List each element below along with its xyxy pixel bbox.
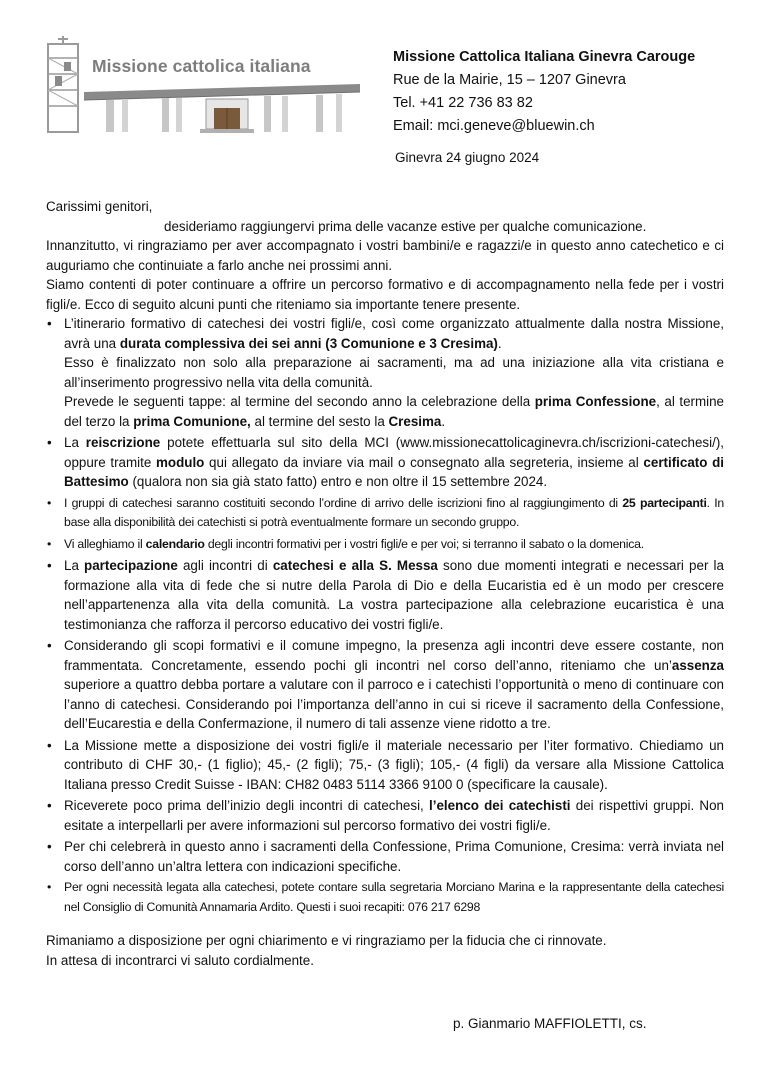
list-item: • L’itinerario formativo di catechesi dei vostri figli/e, così come organizzato attualmente dalla nostra Missione, avrà una durata complessiva dei sei anni (3 Comunione e 3 Cresima). Esso è finalizzato non solo alla preparazione ai sacramenti, ma ad una iniziazione alla vita cristiana e all’inserimento progressivo nella vita della comunità. Prevede le seguenti tappe: al termine del secondo anno la celebrazione della prima Confessione, al termine del terzo la prima Comunione, al termine del sesto la Cresima.: [47, 316, 724, 429]
list-item: • Riceverete poco prima dell’inizio degli incontri di catechesi, l’elenco dei catechisti dei rispettivi gruppi. Non esitate a interpellarli per avere informazioni sul percorso formativo dei vostri figli/e.: [47, 798, 724, 833]
greeting: Carissimi genitori,: [46, 199, 153, 214]
sender-block: [393, 46, 695, 138]
bullet-icon: •: [47, 737, 52, 753]
bullet-icon: •: [47, 558, 52, 573]
church-building-icon: [44, 36, 364, 136]
list-item: • I gruppi di catechesi saranno costituiti secondo l’ordine di arrivo delle iscrizioni fino al raggiungimento di 25 partecipanti. In base alla disponibilità dei catechisti si potrà eventualmente formare un secondo gruppo.: [47, 495, 725, 529]
letter-date: Ginevra 24 giugno 2024: [395, 150, 540, 165]
bullet-icon: •: [47, 638, 52, 653]
list-item: • La Missione mette a disposizione dei vostri figli/e il materiale necessario per l’iter formativo. Chiediamo un contributo di CHF 30,- (1 figlio); 45,- (2 figli); 75,- (3 figli); 105,- (4 figli) da versare alla Missione Cattolica Italiana presso Credit Suisse - IBAN: CH82 0483 5114 3366 9100 0 (specificare la causale).: [47, 737, 724, 792]
bullet-icon: •: [47, 536, 52, 551]
closing-line-2: In attesa di incontrarci vi saluto cordialmente.: [46, 952, 314, 968]
bullet-icon: •: [47, 316, 52, 331]
logo-wordmark: Missione cattolica italiana: [92, 56, 311, 76]
list-item: • Per ogni necessità legata alla catechesi, potete contare sulla segretaria Morciano Marina e la rappresentante della catechesi nel Consiglio di Comunità Annamaria Ardito. Questi i suoi recapiti: 076 217 6298: [47, 880, 724, 914]
sender-phone: Tel. +41 22 736 83 82: [393, 95, 533, 111]
sender-organization: Missione Cattolica Italiana Ginevra Carouge: [393, 49, 696, 65]
intro-line: desideriamo raggiungervi prima delle vacanze estive per qualche comunicazione.: [164, 218, 647, 234]
bullet-icon: •: [47, 839, 52, 854]
list-item: • La reiscrizione potete effettuarla sul sito della MCI (www.missionecattolicaginevra.ch/iscrizioni-catechesi/), oppure tramite modulo qui allegato da inviare via mail o consegnato alla segreteria, insieme al certificato di Battesimo (qualora non sia già stato fatto) entro e non oltre il 15 settembre 2024.: [47, 435, 725, 489]
closing-block: [46, 931, 724, 970]
bullet-icon: •: [47, 798, 52, 813]
list-item: • Considerando gli scopi formativi e il comune impegno, la presenza agli incontri deve essere costante, non frammentata. Concretamente, essendo pochi gli incontri nel corso dell’anno, riteniamo che un’assenza superiore a quattro debba portare a valutare con il parroco e i catechisti l’opportunità o meno di continuare con l’anno di catechesi. Considerando poi l’importanza dell’anno in cui si riceve il sacramento della Confessione, dell’Eucarestia e della Confermazione, il numero di tali assenze viene ridotto a tre.: [47, 638, 724, 731]
sender-address: Rue de la Mairie, 15 – 1207 Ginevra: [393, 72, 626, 88]
bullet-icon: •: [47, 880, 52, 894]
paragraph-thanks: Innanzitutto, vi ringraziamo per aver accompagnato i vostri bambini/e e ragazzi/e in questo anno catechetico e ci auguriamo che continuiate a farlo anche nei prossimi anni.: [46, 238, 724, 273]
mission-logo: [44, 36, 364, 136]
closing-line-1: Rimaniamo a disposizione per ogni chiarimento e vi ringraziamo per la fiducia che ci rinnovate.: [46, 933, 607, 948]
sender-email: Email: mci.geneve@bluewin.ch: [393, 118, 595, 134]
points-list: [46, 314, 724, 917]
signature: p. Gianmario MAFFIOLETTI, cs.: [453, 1016, 647, 1031]
bullet-icon: •: [47, 435, 52, 450]
list-item: • La partecipazione agli incontri di catechesi e alla S. Messa sono due momenti integrati e necessari per la formazione alla vita di fede che si nutre della Parola di Dio e della Eucaristia ed è un modo per crescere nell’appartenenza alla vita della comunità. La vostra partecipazione alla celebrazione eucaristica è una testimonianza che rafforza il percorso educativo dei vostri figli/e.: [47, 558, 724, 632]
list-item: • Vi alleghiamo il calendario degli incontri formativi per i vostri figli/e e per voi; si terranno il sabato o la domenica.: [46, 535, 724, 555]
list-item: • Per chi celebrerà in questo anno i sacramenti della Confessione, Prima Comunione, Cresima: verrà inviata nel corso dell’anno un’altra lettera con indicazioni specifiche.: [47, 839, 724, 874]
letter-body: [46, 197, 724, 970]
paragraph-purpose: Siamo contenti di poter continuare a offrire un percorso formativo e di accompagnamento nella fede per i vostri figli/e. Ecco di seguito alcuni punti che riteniamo sia importante tenere presente.: [46, 277, 724, 312]
bullet-icon: •: [47, 495, 52, 510]
